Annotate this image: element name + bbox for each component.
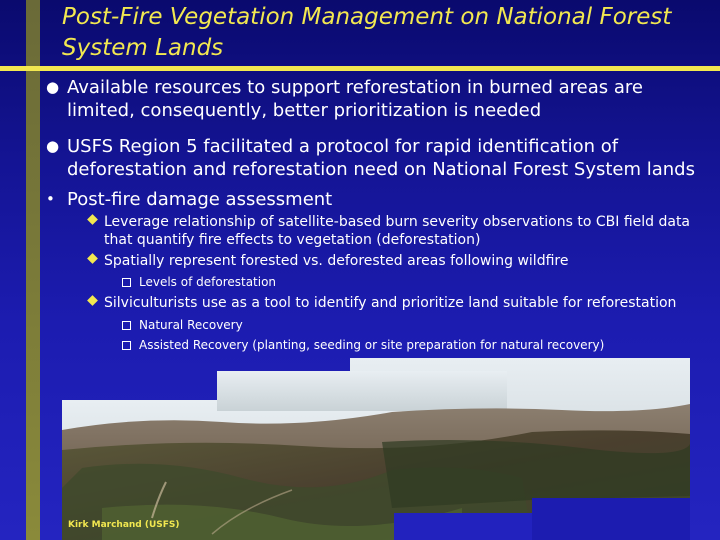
- title-line-1: Post-Fire Vegetation Management on National Forest: [62, 4, 672, 30]
- sub-bullet-text: Leverage relationship of satellite-based burn severity observations to CBI field data that quantify fire effects to vegetation (deforestation): [104, 214, 691, 248]
- left-decorative-bar: [26, 0, 40, 540]
- bullet-text: USFS Region 5 facilitated a protocol for rapid identification of deforestation and reforestation need on National Forest System lands: [67, 136, 695, 180]
- sub-bullet-text: Spatially represent forested vs. deforested areas following wildfire: [104, 253, 569, 269]
- square-bullet-icon: [122, 321, 131, 330]
- bullet-icon: ●: [46, 137, 60, 155]
- bullet-item: [46, 135, 706, 181]
- bullet-icon: ●: [46, 78, 60, 96]
- sub-bullet-text: Silviculturists use as a tool to identify and prioritize land suitable for reforestation: [104, 295, 677, 311]
- square-bullet-icon: [122, 278, 131, 287]
- sub-sub-bullet-item: [122, 337, 604, 353]
- title-underline-bar: [0, 66, 720, 71]
- sub-sub-bullet-text: Natural Recovery: [139, 318, 243, 332]
- bullet-item: [46, 76, 706, 122]
- bullet-text: Available resources to support reforestation in burned areas are limited, consequently, better prioritization is needed: [67, 77, 643, 121]
- title-line-2: System Lands: [62, 35, 224, 61]
- sub-bullet-item: [88, 213, 698, 249]
- sub-sub-bullet-item: [122, 274, 276, 290]
- sub-sub-bullet-text: Assisted Recovery (planting, seeding or site preparation for natural recovery): [139, 338, 605, 352]
- slide-title: [62, 2, 712, 64]
- photo-credit: Kirk Marchand (USFS): [68, 520, 180, 530]
- bullet-icon: •: [46, 190, 55, 208]
- bullet-text: Post-fire damage assessment: [67, 189, 333, 210]
- sub-bullet-item: [88, 252, 698, 270]
- sub-sub-bullet-item: [122, 317, 243, 333]
- sub-sub-bullet-text: Levels of deforestation: [139, 275, 277, 289]
- burned-forest-panorama-photo: [62, 358, 690, 540]
- sub-bullet-item: [88, 294, 698, 312]
- bullet-item: [46, 188, 706, 211]
- square-bullet-icon: [122, 341, 131, 350]
